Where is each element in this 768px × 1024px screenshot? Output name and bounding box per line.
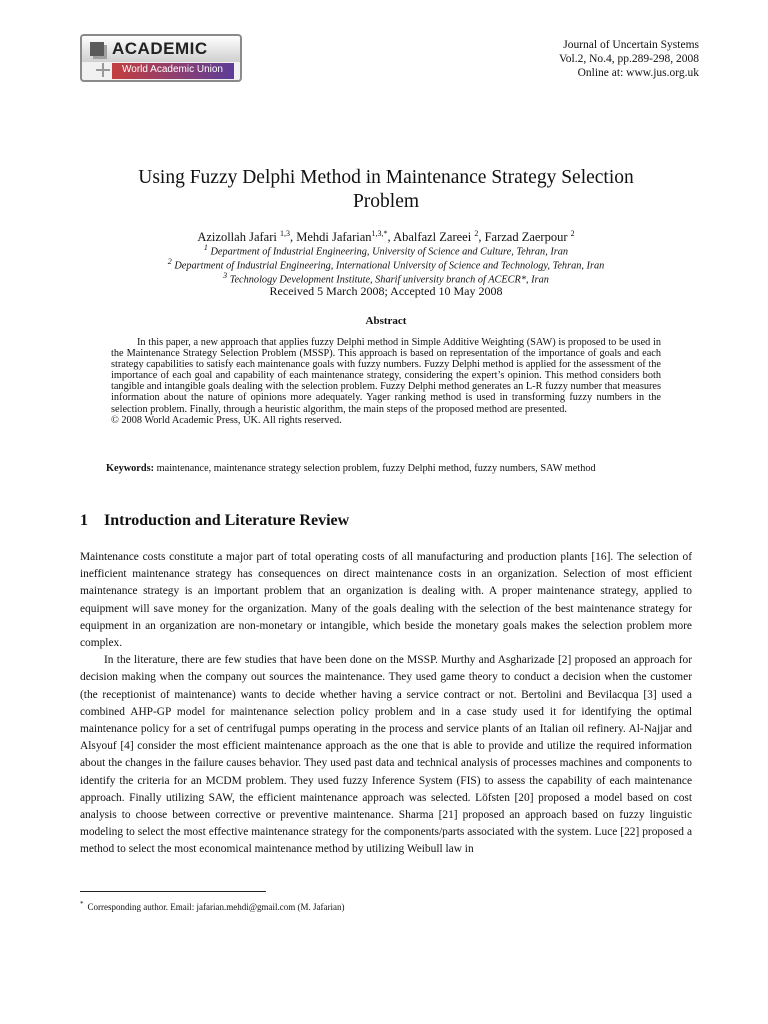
- affiliation-text: Technology Development Institute, Sharif university branch of ACECR*, Iran: [229, 274, 549, 286]
- keywords: [80, 463, 656, 475]
- journal-online: Online at: www.jus.org.uk: [577, 67, 699, 79]
- affiliation-mark: 1: [203, 243, 208, 252]
- paragraph: Maintenance costs constitute a major part of total operating costs of all manufacturing and production plants [16]. The selection of inefficient maintenance strategy has consequences on direct maintenance costs in an organization. Selection of most efficient maintenance strategy is an important problem that an organization is dealing with. A proper maintenance strategy, applied to equipment will save money for the organization. Many of the goals dealing with the selection of the best maintenance strategy for equipment in an organization are non-monetary or intangible, which beside the monetary goals makes the selection problem more complex.: [80, 551, 692, 650]
- author-name: Abalfazl Zareei: [393, 230, 475, 245]
- author-affiliation-mark: 2: [474, 229, 479, 238]
- keywords-text: maintenance, maintenance strategy selection problem, fuzzy Delphi method, fuzzy numbers, SAW method: [154, 463, 596, 474]
- footnote-rule: [80, 891, 266, 892]
- author-name: Azizollah Jafari: [197, 230, 280, 245]
- logo-cross-icon: [96, 63, 110, 77]
- logo-subtitle: World Academic Union: [122, 64, 223, 75]
- footnote-text: Corresponding author. Email: jafarian.mehdi@gmail.com (M. Jafarian): [87, 902, 345, 912]
- body-text: [80, 549, 692, 859]
- paper-title-line1: Using Fuzzy Delphi Method in Maintenance Strategy Selection: [138, 167, 634, 188]
- logo-square-icon: [90, 42, 104, 56]
- author-affiliation-mark: 1,3,*: [371, 229, 388, 238]
- section-heading: [80, 512, 349, 530]
- section-number: 1: [80, 512, 88, 529]
- paper-title: [80, 166, 692, 214]
- footnote: [80, 900, 344, 912]
- keywords-label: Keywords:: [106, 463, 155, 474]
- logo-title: ACADEMIC: [112, 39, 208, 58]
- author-affiliation-mark: 1,3: [279, 229, 290, 238]
- abstract-text: In this paper, a new approach that applies fuzzy Delphi method in Simple Additive Weighting (SAW) is proposed to be used in the Maintenance Strategy Selection Problem (MSSP). This approach is based on representation of the importance of goals and each strategy capabilities to satisfy each maintenance goals with fuzzy numbers. Fuzzy Delphi method is applied for the assessment of the importance of each goal and capability of each maintenance strategy, considering the expert’s opinion. This method considers both tangible and intangible goals dealing with the selection problem. Fuzzy Delphi method generates an L-R fuzzy number that measures information about the nature of opinions more adequately. Yager ranking method is used in transforming fuzzy numbers in the selection problem. Finally, through a heuristic algorithm, the main steps of the proposed method are presented.: [111, 337, 661, 415]
- paper-title-line2: Problem: [352, 191, 420, 212]
- author-name: Farzad Zaerpour: [484, 230, 571, 245]
- paragraph: In the literature, there are few studies that have been done on the MSSP. Murthy and Asgharizade [2] proposed an approach for decision making when the company out sources the maintenance. They used game theory to conduct a decision when the customer (the receptionist of maintenance) wants to decide whether having a service contract or not. Bertolini and Bevilacqua [3] used a combined AHP-GP model for maintenance selection policy problem and in a case study used it for identifying the optimal maintenance policy for a set of centrifugal pumps operating in the process and service plants of an Italian oil refinery. Al-Najjar and Alsyouf [4] consider the most efficient maintenance approach as the one that is able to provide and utilize the required information about the changes in the failure causes behavior. They used past data and technical analysis of processes machines and components to identify the criteria for an MCDM problem. They used fuzzy Inference System (FIS) to assess the capability of each maintenance approach. Finally utilizing SAW, the efficient maintenance approach was selected. Löfsten [20] proposed a model based on cost analysis to choose between corrective or preventive maintenance. Sharma [21] proposed an approach based on fuzzy linguistic modeling to select the most effective maintenance strategy for the components/parts associated with the system. Luce [22] proposed a method to select the most economical maintenance method by utilizing Weibull law in: [80, 654, 692, 856]
- author-name: Mehdi Jafarian: [296, 230, 372, 245]
- journal-volume: Vol.2, No.4, pp.289-298, 2008: [558, 53, 699, 65]
- footnote-mark: *: [80, 900, 84, 908]
- received-dates: Received 5 March 2008; Accepted 10 May 2008: [269, 284, 503, 298]
- affiliation-text: Department of Industrial Engineering, University of Science and Culture, Tehran, Iran: [210, 246, 569, 258]
- author-list: Azizollah Jafari $^{1,3}$, Mehdi Jafarian$^{1,3,*}$, Abalfazl Zareei $^2$, Farzad Zaerpour $^2$: [197, 229, 575, 245]
- copyright-notice: © 2008 World Academic Press, UK. All rights reserved.: [111, 414, 342, 426]
- abstract-heading: Abstract: [365, 315, 407, 327]
- section-title: Introduction and Literature Review: [104, 512, 350, 529]
- affiliation-mark: 2: [167, 257, 172, 266]
- journal-info: [559, 38, 699, 80]
- abstract-body: [111, 337, 661, 426]
- journal-name: Journal of Uncertain Systems: [563, 39, 699, 51]
- publisher-logo: [80, 34, 242, 82]
- affiliation-mark: 3: [223, 271, 228, 280]
- author-affiliation-mark: 2: [570, 229, 575, 238]
- affiliation-text: Department of Industrial Engineering, International University of Science and Technology, Tehran, Iran: [174, 260, 605, 272]
